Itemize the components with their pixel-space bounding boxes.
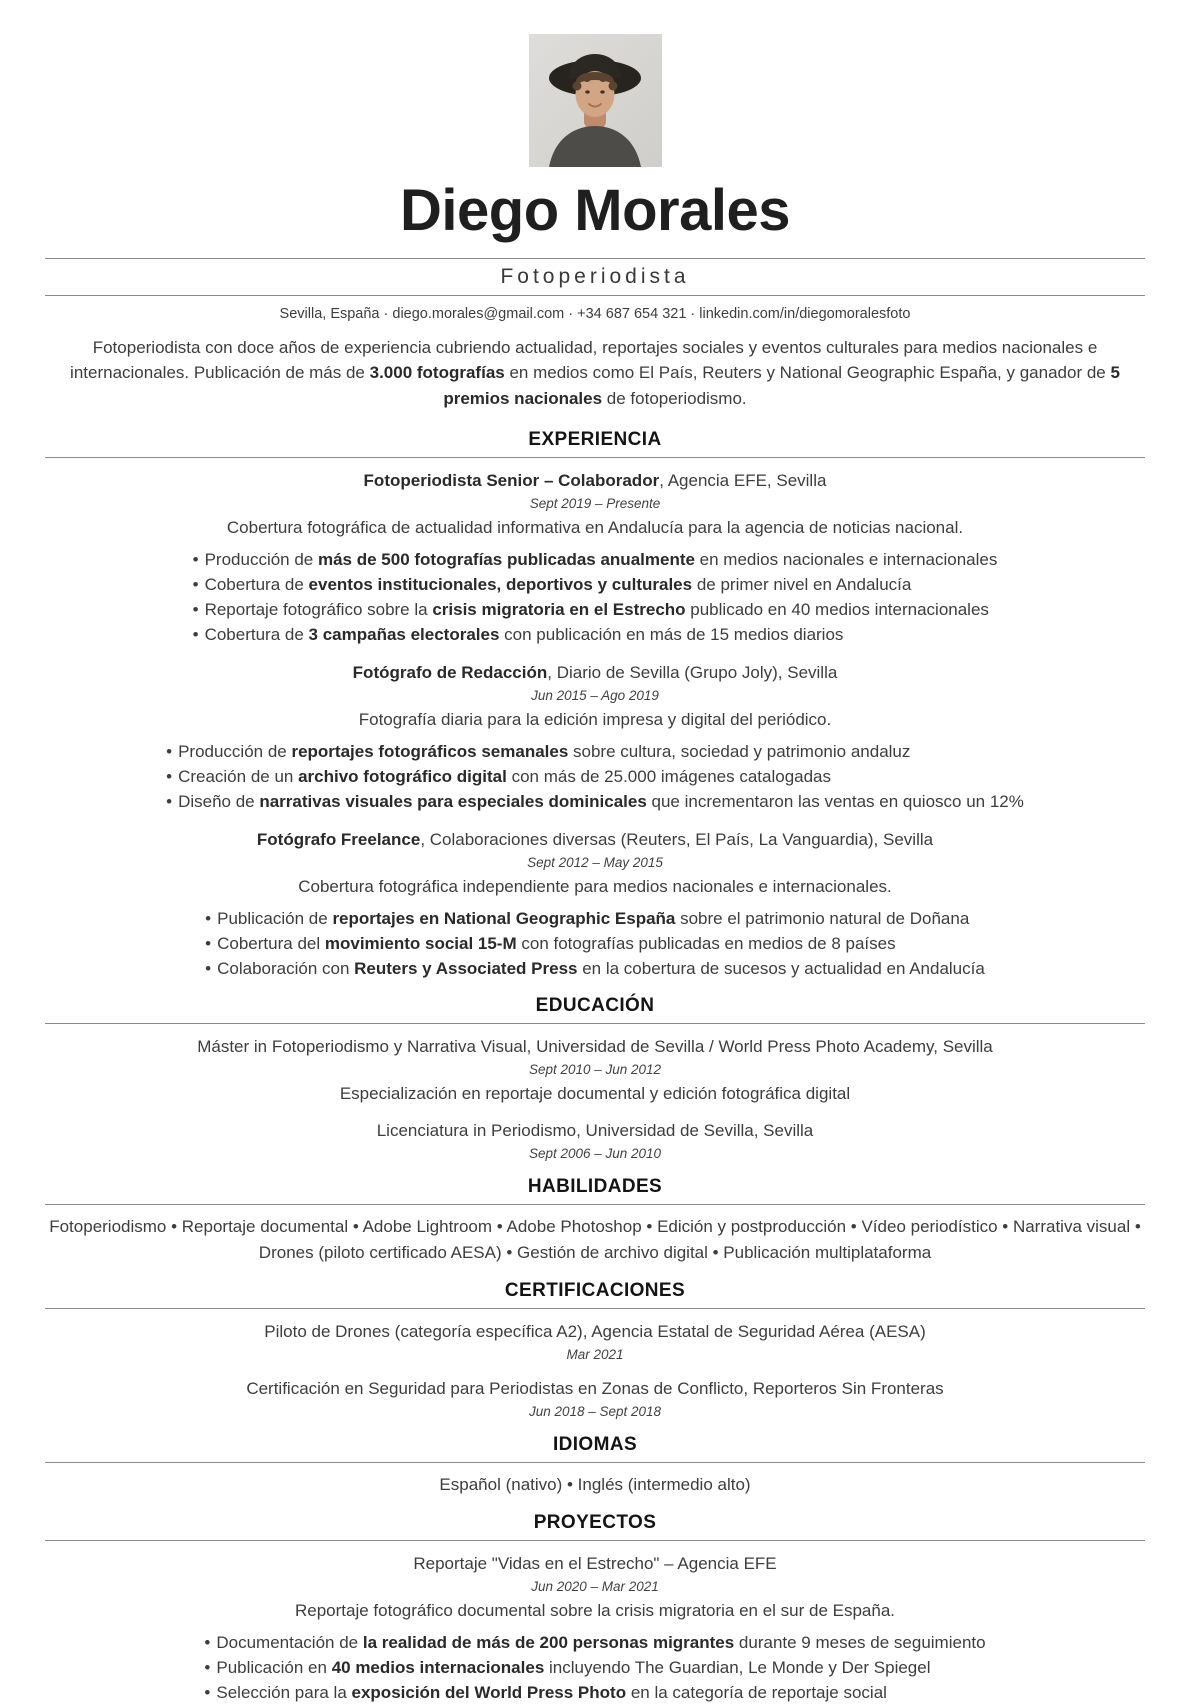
entry-date: Jun 2015 – Ago 2019	[531, 688, 659, 704]
plain-text: , Agencia EFE, Sevilla	[659, 471, 827, 491]
section-habilidades	[45, 1175, 1145, 1266]
plain-text: Publicación de	[217, 909, 333, 929]
bullet-item	[166, 739, 1024, 764]
entry-date: Sept 2006 – Jun 2010	[528, 1146, 662, 1162]
bullet-icon: •	[204, 1633, 211, 1653]
bold-text: Fotógrafo Freelance	[256, 830, 421, 850]
bold-text: 40 medios internacionales	[331, 1658, 545, 1678]
entry-title	[45, 1036, 1145, 1058]
plain-text: Producción de	[178, 742, 292, 762]
plain-text: publicado en 40 medios internacionales	[685, 600, 989, 620]
plain-text: Selección para la	[216, 1683, 352, 1703]
candidate-name: Diego Morales	[400, 178, 790, 243]
bold-text: archivo fotográfico digital	[298, 767, 507, 787]
bullet-icon: •	[205, 909, 212, 929]
bullet-icon: •	[204, 1683, 211, 1703]
plain-text: Producción de	[204, 550, 318, 570]
bold-text: reportajes fotográficos semanales	[291, 742, 569, 762]
bullet-list	[45, 1630, 1145, 1705]
bullet-icon: •	[205, 959, 212, 979]
bold-text: exposición del World Press Photo	[351, 1683, 627, 1703]
bullet-icon: •	[204, 1658, 211, 1678]
bullet-icon: •	[192, 550, 199, 570]
bullet-icon: •	[192, 575, 199, 595]
plain-text: Certificación en Seguridad para Periodistas en Zonas de Conflicto, Reporteros Sin Fronteras	[246, 1379, 944, 1399]
sections-container	[45, 428, 1145, 1705]
bold-text: 3 campañas electorales	[308, 625, 500, 645]
plain-text: Piloto de Drones (categoría específica A2), Agencia Estatal de Seguridad Aérea (AESA)	[264, 1322, 926, 1342]
bold-text: narrativas visuales para especiales dominicales	[259, 792, 647, 812]
plain-text: sobre el patrimonio natural de Doñana	[675, 909, 970, 929]
bold-text: Fotoperiodista Senior – Colaborador	[363, 471, 660, 491]
bullet-item	[205, 956, 985, 981]
plain-text: Cobertura de	[204, 575, 309, 595]
plain-text: con más de 25.000 imágenes catalogadas	[506, 767, 832, 787]
plain-text: , Diario de Sevilla (Grupo Joly), Sevilla	[547, 663, 838, 683]
plain-text: en la categoría de reportaje social	[626, 1683, 887, 1703]
plain-text: Creación de un	[178, 767, 299, 787]
plain-text: durante 9 meses de seguimiento	[734, 1633, 986, 1653]
section-heading-experiencia: EXPERIENCIA	[45, 428, 1145, 458]
entry-description: Cobertura fotográfica independiente para medios nacionales e internacionales.	[298, 877, 892, 897]
plain-text: Colaboración con	[217, 959, 355, 979]
bullet-icon: •	[192, 600, 199, 620]
bullet-icon: •	[192, 625, 199, 645]
entry	[45, 1036, 1145, 1105]
entry	[45, 662, 1145, 814]
entry-description: Reportaje fotográfico documental sobre la crisis migratoria en el sur de España.	[294, 1601, 896, 1621]
entry-title	[45, 1321, 1145, 1343]
bold-text: la realidad de más de 200 personas migrantes	[362, 1633, 735, 1653]
entry-date: Sept 2012 – May 2015	[527, 855, 663, 871]
section-proyectos	[45, 1511, 1145, 1705]
section-idiomas	[45, 1433, 1145, 1498]
bullet-icon: •	[205, 934, 212, 954]
bold-text: eventos institucionales, deportivos y culturales	[308, 575, 693, 595]
plain-text: Diseño de	[178, 792, 260, 812]
plain-text: Publicación en	[216, 1658, 332, 1678]
section-text-habilidades: Fotoperiodismo • Reportaje documental • Adobe Lightroom • Adobe Photoshop • Edición y postproducción • Vídeo periodístico • Narrativa visual • Drones (piloto certificado AESA) • Gestión de archivo digital • Publicación multiplataforma	[49, 1217, 1141, 1263]
bullet-item	[193, 547, 998, 572]
section-experiencia	[45, 428, 1145, 981]
plain-text: de primer nivel en Andalucía	[692, 575, 912, 595]
bullet-item	[193, 597, 998, 622]
entry-description: Especialización en reportaje documental y edición fotográfica digital	[339, 1084, 851, 1104]
profile-photo	[529, 34, 662, 167]
bullet-item	[205, 906, 985, 931]
contact-line: Sevilla, España · diego.morales@gmail.com · +34 687 654 321 · linkedin.com/in/diegomoralesfoto	[279, 305, 911, 322]
bold-text: crisis migratoria en el Estrecho	[432, 600, 686, 620]
profile-photo-illustration	[529, 34, 662, 167]
plain-text: Licenciatura in Periodismo, Universidad de Sevilla, Sevilla	[376, 1121, 814, 1141]
plain-text: Fotoperiodista con doce años de experiencia cubriendo actualidad, reportajes sociales y eventos culturales para medios nacionales e internacionales. Publicación de más de	[70, 337, 1098, 383]
bullet-list	[45, 906, 1145, 981]
section-heading-proyectos: PROYECTOS	[45, 1511, 1145, 1541]
plain-text: sobre cultura, sociedad y patrimonio andaluz	[568, 742, 911, 762]
bold-text: movimiento social 15-M	[324, 934, 517, 954]
entry-date: Sept 2010 – Jun 2012	[528, 1062, 662, 1078]
entry	[45, 829, 1145, 981]
entry-title	[45, 470, 1145, 492]
entry-title	[45, 662, 1145, 684]
plain-text: que incrementaron las ventas en quiosco un 12%	[646, 792, 1024, 812]
entry	[45, 470, 1145, 647]
summary-text	[45, 335, 1145, 412]
bullet-item	[204, 1655, 985, 1680]
bullet-list-inner	[166, 739, 1024, 814]
bullet-item	[193, 572, 998, 597]
plain-text: con fotografías publicadas en medios de 8 países	[516, 934, 896, 954]
plain-text: en medios como El País, Reuters y National Geographic España, y ganador de	[504, 363, 1111, 383]
entry-description: Cobertura fotográfica de actualidad informativa en Andalucía para la agencia de noticias nacional.	[226, 518, 964, 538]
bullet-item	[204, 1680, 985, 1705]
bullet-item	[166, 764, 1024, 789]
bullet-icon: •	[166, 792, 173, 812]
plain-text: Documentación de	[216, 1633, 363, 1653]
bullet-item	[205, 931, 985, 956]
section-certificaciones	[45, 1279, 1145, 1420]
bold-text: Fotógrafo de Redacción	[352, 663, 548, 683]
bullet-list-inner	[205, 906, 985, 981]
entry-date: Jun 2020 – Mar 2021	[531, 1579, 659, 1595]
entry-date: Jun 2018 – Sept 2018	[528, 1404, 662, 1420]
bullet-icon: •	[166, 742, 173, 762]
bold-text: más de 500 fotografías publicadas anualmente	[317, 550, 695, 570]
bullet-item	[204, 1630, 985, 1655]
section-heading-habilidades: HABILIDADES	[45, 1175, 1145, 1205]
section-heading-certificaciones: CERTIFICACIONES	[45, 1279, 1145, 1309]
bullet-icon: •	[166, 767, 173, 787]
bold-text: 3.000 fotografías	[369, 363, 505, 383]
plain-text: Cobertura del	[217, 934, 325, 954]
plain-text: con publicación en más de 15 medios diarios	[499, 625, 844, 645]
bullet-list-inner	[193, 547, 998, 647]
entry	[45, 1321, 1145, 1363]
plain-text: Reportaje fotográfico sobre la	[204, 600, 433, 620]
bold-text: Reuters y Associated Press	[354, 959, 578, 979]
section-text-idiomas: Español (nativo) • Inglés (intermedio alto)	[439, 1475, 751, 1495]
plain-text: de fotoperiodismo.	[602, 388, 747, 408]
bold-text: 5 premios nacionales	[443, 363, 1120, 408]
entry-title	[45, 1553, 1145, 1575]
section-educacion	[45, 994, 1145, 1162]
plain-text: Reportaje "Vidas en el Estrecho" – Agencia EFE	[413, 1554, 777, 1574]
plain-text: , Colaboraciones diversas (Reuters, El País, La Vanguardia), Sevilla	[420, 830, 934, 850]
entry-date: Mar 2021	[566, 1347, 624, 1363]
entry-title	[45, 1378, 1145, 1400]
entry-date: Sept 2019 – Presente	[529, 496, 661, 512]
bullet-list-inner	[204, 1630, 985, 1705]
plain-text: Cobertura de	[204, 625, 309, 645]
candidate-job-title: Fotoperiodista	[45, 258, 1145, 296]
bullet-item	[193, 622, 998, 647]
section-heading-educacion: EDUCACIÓN	[45, 994, 1145, 1024]
plain-text: incluyendo The Guardian, Le Monde y Der Spiegel	[544, 1658, 931, 1678]
bullet-list	[45, 739, 1145, 814]
plain-text: en la cobertura de sucesos y actualidad en Andalucía	[577, 959, 985, 979]
entry	[45, 1553, 1145, 1705]
entry-title	[45, 1120, 1145, 1142]
plain-text: en medios nacionales e internacionales	[694, 550, 998, 570]
section-heading-idiomas: IDIOMAS	[45, 1433, 1145, 1463]
entry-title	[45, 829, 1145, 851]
entry-description: Fotografía diaria para la edición impresa y digital del periódico.	[358, 710, 832, 730]
plain-text: Máster in Fotoperiodismo y Narrativa Visual, Universidad de Sevilla / World Press Photo Academy, Sevilla	[197, 1037, 993, 1057]
bullet-item	[166, 789, 1024, 814]
bullet-list	[45, 547, 1145, 647]
bold-text: reportajes en National Geographic España	[332, 909, 676, 929]
entry	[45, 1120, 1145, 1162]
entry	[45, 1378, 1145, 1420]
